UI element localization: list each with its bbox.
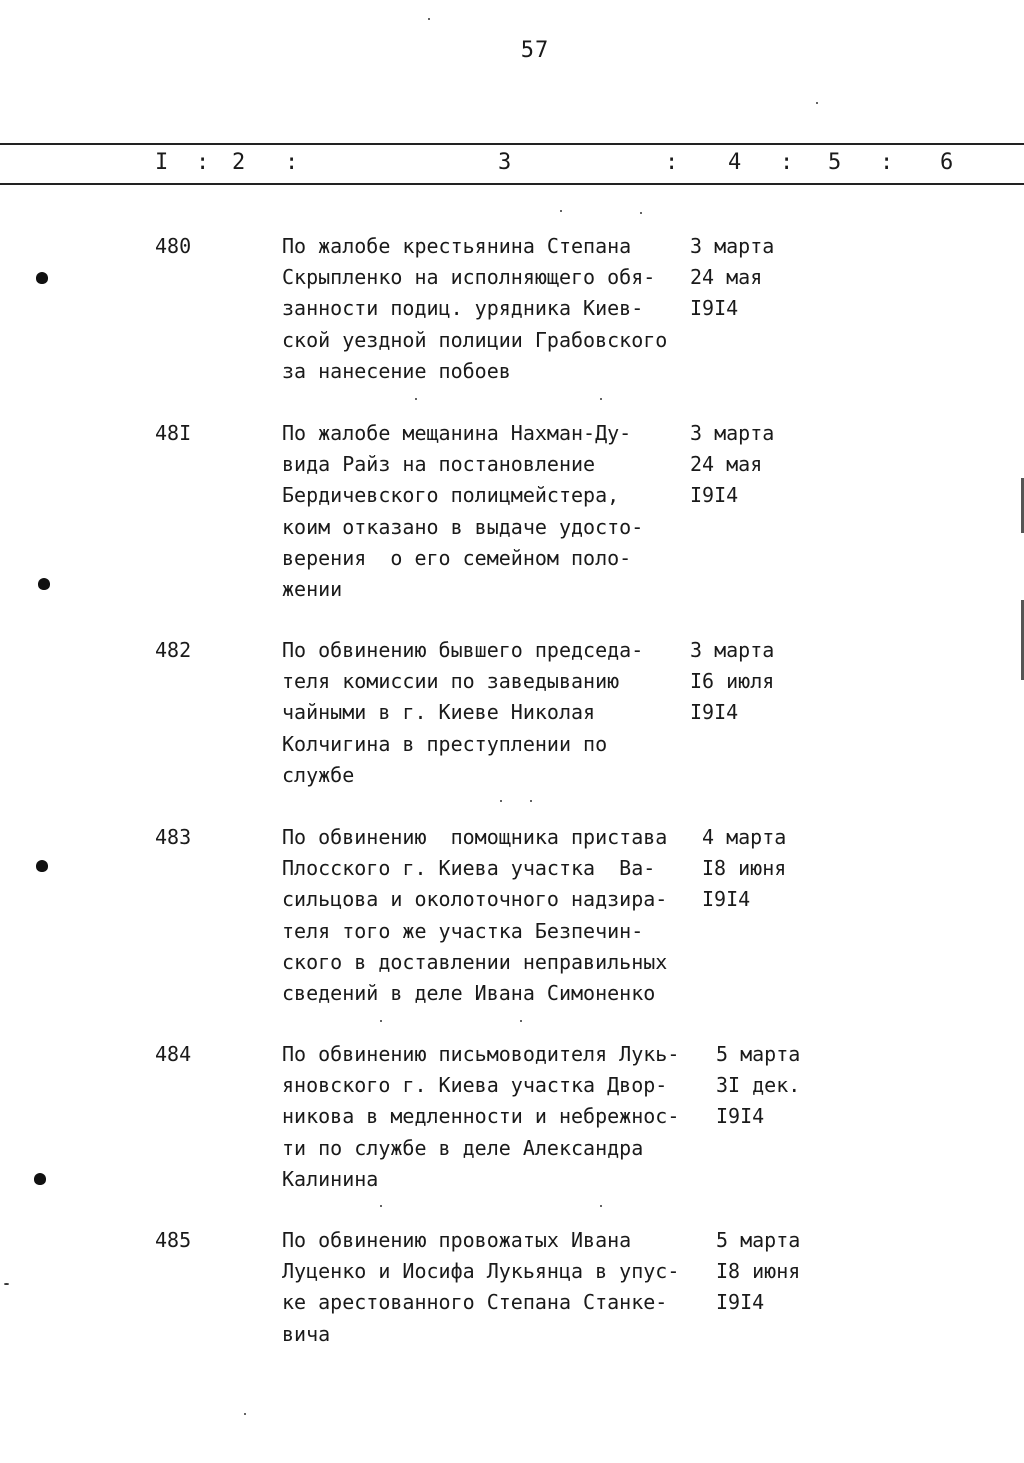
description-line: чайными в г. Киеве Николая — [282, 700, 596, 725]
description-line: ской уездной полиции Грабовского — [282, 327, 668, 352]
description-line: Бердичевского полицмейстера, — [282, 483, 620, 508]
year: I9I4 — [716, 1290, 765, 1315]
year: I9I4 — [702, 887, 751, 912]
entry-number: 482 — [155, 638, 192, 662]
column-separator: : — [285, 150, 299, 175]
description-line: за нанесение побоев — [282, 358, 511, 383]
scan-speck — [530, 800, 532, 802]
scan-speck — [560, 210, 562, 212]
entry-description — [282, 822, 667, 1009]
column-separator: : — [780, 150, 794, 175]
description-line: По обвинению помощника пристава — [282, 825, 668, 849]
binding-hole-mark — [38, 578, 50, 590]
description-line: По обвинению бывшего председа- — [282, 638, 644, 662]
page-number: 57 — [520, 38, 550, 63]
year: I9I4 — [690, 296, 739, 321]
end-date: 24 мая — [690, 452, 763, 477]
start-date: 5 марта — [716, 1228, 801, 1252]
entry-description — [282, 1225, 679, 1350]
description-line: службе — [282, 762, 355, 787]
description-line: жении — [282, 577, 343, 602]
entry-dates — [690, 418, 774, 512]
header-rule-top — [0, 143, 1024, 145]
description-line: Скрыпленко на исполняющего обя- — [282, 265, 656, 290]
entry-dates — [690, 231, 774, 325]
column-header-6: 6 — [940, 150, 954, 175]
scan-speck — [380, 1020, 382, 1022]
scan-speck — [415, 398, 417, 400]
description-line: теля комиссии по заведыванию — [282, 669, 620, 694]
entry-number: 48I — [155, 421, 192, 445]
entry-dates — [716, 1039, 800, 1133]
entry-dates — [716, 1225, 800, 1319]
scan-speck — [816, 102, 818, 104]
column-separator: : — [880, 150, 894, 175]
entry-number: 483 — [155, 825, 192, 849]
scan-speck — [600, 398, 602, 400]
entry-description — [282, 1039, 679, 1195]
column-header-5: 5 — [828, 150, 842, 175]
column-header-1: I — [155, 150, 169, 175]
entry-number: 480 — [155, 234, 192, 258]
description-line: По обвинению письмоводителя Лукь- — [282, 1042, 680, 1066]
description-line: теля того же участка Безпечин- — [282, 918, 644, 943]
description-line: яновского г. Киева участка Двор- — [282, 1073, 668, 1098]
end-date: 24 мая — [690, 265, 763, 290]
end-date: 3I дек. — [716, 1073, 801, 1098]
column-header-3: 3 — [498, 150, 512, 175]
binding-hole-mark — [36, 860, 48, 872]
description-line: Плосского г. Киева участка Ва- — [282, 856, 656, 881]
entry-description — [282, 231, 667, 387]
description-line: никова в медленности и небрежнос- — [282, 1104, 680, 1129]
binding-hole-mark — [36, 272, 48, 284]
entry-number: 485 — [155, 1228, 192, 1252]
description-line: По жалобе мещанина Нахман-Ду- — [282, 421, 632, 445]
description-line: верения о его семейном поло- — [282, 545, 632, 570]
year: I9I4 — [690, 700, 739, 725]
scan-speck — [500, 800, 502, 802]
description-line: коим отказано в выдаче удосто- — [282, 514, 644, 539]
end-date: I8 июня — [716, 1259, 801, 1284]
column-separator: : — [665, 150, 679, 175]
entry-description — [282, 418, 643, 605]
scan-speck — [380, 1205, 382, 1207]
description-line: Луценко и Иосифа Лукьянца в упус- — [282, 1259, 680, 1284]
description-line: сильцова и околоточного надзира- — [282, 887, 668, 912]
end-date: I6 июля — [690, 669, 775, 694]
year: I9I4 — [690, 483, 739, 508]
description-line: вида Райз на постановление — [282, 452, 596, 477]
description-line: По обвинению провожатых Ивана — [282, 1228, 632, 1252]
description-line: ке арестованного Степана Станке- — [282, 1290, 668, 1315]
year: I9I4 — [716, 1104, 765, 1129]
binding-hole-mark — [34, 1173, 46, 1185]
entry-dates — [702, 822, 786, 916]
column-header-2: 2 — [232, 150, 246, 175]
start-date: 5 марта — [716, 1042, 801, 1066]
scan-speck — [428, 18, 430, 20]
scan-speck — [244, 1413, 246, 1415]
description-line: ского в доставлении неправильных — [282, 949, 668, 974]
entry-dates — [690, 635, 774, 729]
description-line: По жалобе крестьянина Степана — [282, 234, 632, 258]
scan-speck — [640, 212, 642, 214]
description-line: Калинина — [282, 1166, 379, 1191]
scan-speck — [520, 1020, 522, 1022]
scan-speck — [4, 1283, 9, 1285]
header-rule-bottom — [0, 183, 1024, 185]
description-line: Колчигина в преступлении по — [282, 731, 608, 756]
column-header-4: 4 — [728, 150, 742, 175]
entry-number: 484 — [155, 1042, 192, 1066]
start-date: 3 марта — [690, 421, 775, 445]
description-line: занности подиц. урядника Киев- — [282, 296, 644, 321]
start-date: 3 марта — [690, 638, 775, 662]
scan-speck — [600, 1205, 602, 1207]
description-line: вича — [282, 1321, 331, 1346]
description-line: сведений в деле Ивана Симоненко — [282, 981, 656, 1006]
entry-description — [282, 635, 643, 791]
start-date: 4 марта — [702, 825, 787, 849]
end-date: I8 июня — [702, 856, 787, 881]
column-separator: : — [196, 150, 210, 175]
start-date: 3 марта — [690, 234, 775, 258]
description-line: ти по службе в деле Александра — [282, 1135, 644, 1160]
